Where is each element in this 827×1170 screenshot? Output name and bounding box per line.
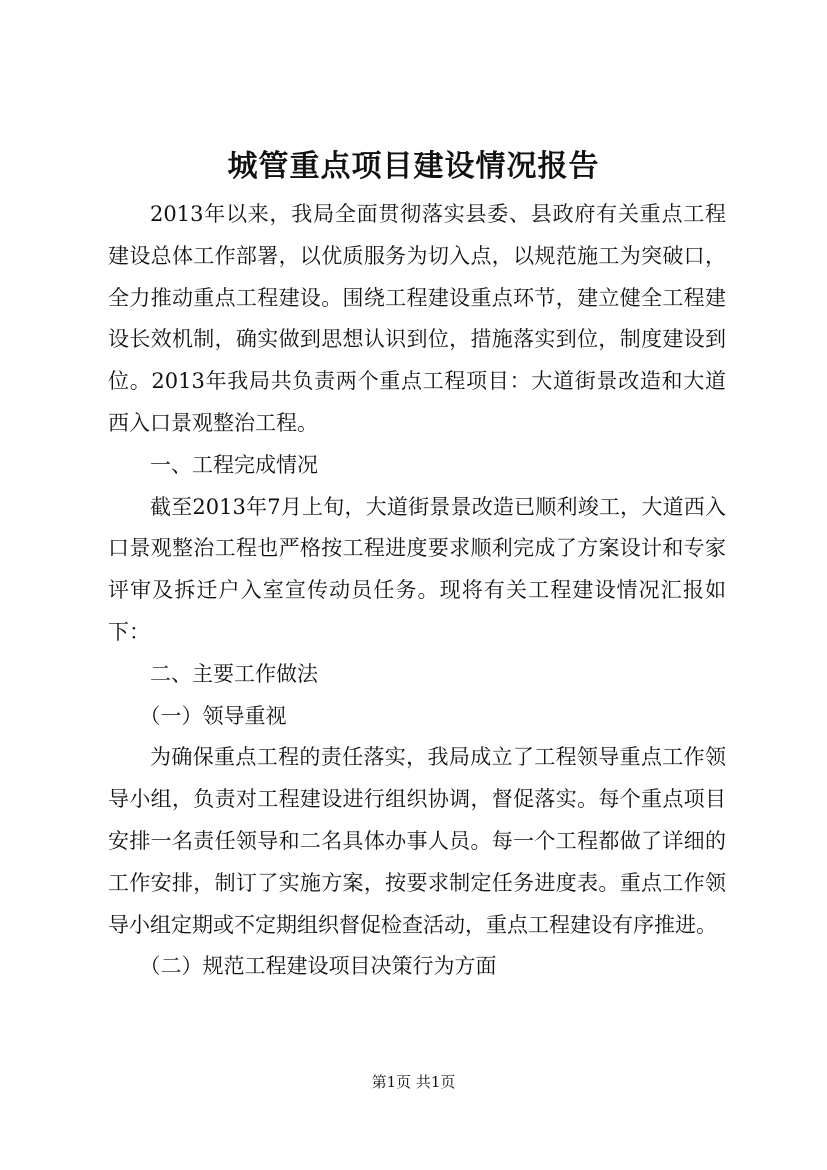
section-heading-1: 一、工程完成情况	[150, 452, 318, 477]
page-number: 第1页 共1页	[371, 1073, 456, 1091]
document-body	[108, 194, 726, 988]
subsection-heading-2: （二）规范工程建设项目决策行为方面	[139, 954, 497, 979]
paragraph-intro: 2013年以来，我局全面贯彻落实县委、县政府有关重点工程建设总体工作部署，以优质服务为切入点，以规范施工为突破口，全力推动重点工程建设。围绕工程建设重点环节，建立健全工程建设长效机制，确实做到思想认识到位，措施落实到位，制度建设到位。2013年我局共负责两个重点工程项目：大道街景改造和大道西入口景观整治工程。	[108, 202, 726, 435]
paragraph-completion: 截至2013年7月上旬，大道街景景改造已顺利竣工，大道西入口景观整治工程也严格按工程进度要求顺利完成了方案设计和专家评审及拆迁户入室宣传动员任务。现将有关工程建设情况汇报如下：	[108, 494, 726, 644]
document-title: 城管重点项目建设情况报告	[227, 149, 600, 184]
subsection-heading-1: （一）领导重视	[139, 703, 287, 728]
page-footer	[0, 1072, 827, 1092]
paragraph-leadership: 为确保重点工程的责任落实，我局成立了工程领导重点工作领导小组，负责对工程建设进行组织协调，督促落实。每个重点项目安排一名责任领导和二名具体办事人员。每一个工程都做了详细的工作安排，制订了实施方案，按要求制定任务进度表。重点工作领导小组定期或不定期组织督促检查活动，重点工程建设有序推进。	[108, 745, 726, 937]
section-heading-2: 二、主要工作做法	[150, 661, 318, 686]
